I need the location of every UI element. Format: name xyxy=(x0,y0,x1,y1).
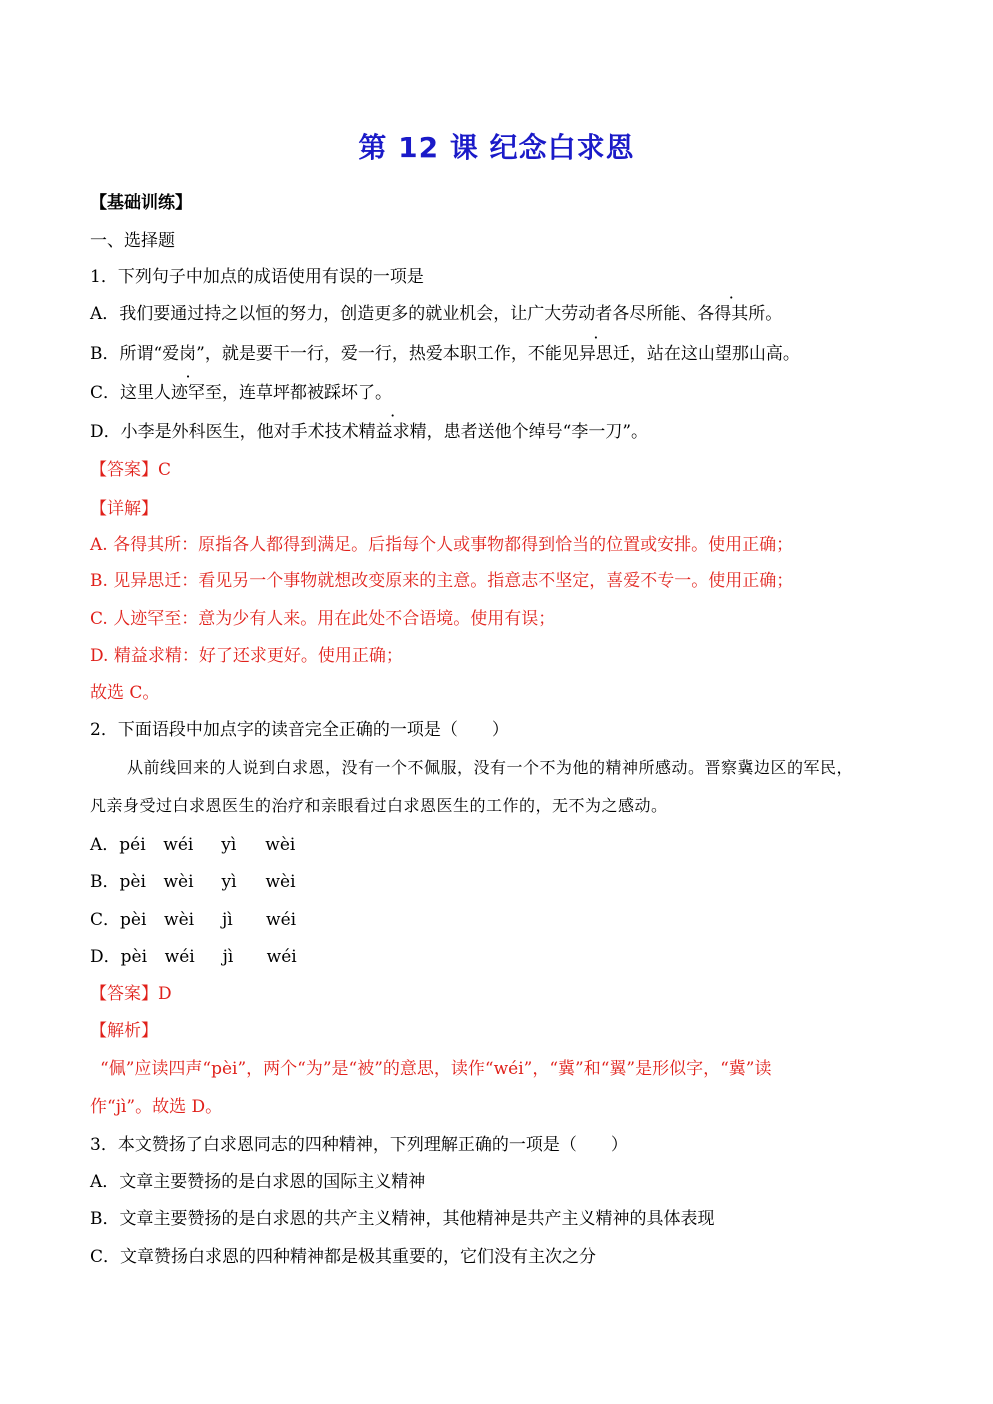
q2-pinyin: wèi xyxy=(265,872,296,892)
q2-pinyin: wéi xyxy=(266,910,297,930)
q3-option-c: C．文章赞扬白求恩的四种精神都是极其重要的，它们没有主次之分 xyxy=(90,1247,597,1267)
q2-pinyin: yì xyxy=(221,835,237,855)
q2-passage-line-1: 从前线回来的人说到白求恩，没有一个不佩服，没有一个不为他的精神所感动。晋察冀边区的军民， xyxy=(127,758,854,777)
q2-pinyin: wéi xyxy=(266,947,297,967)
q2-option-label: A． xyxy=(90,835,120,855)
q1-detail-label: 【详解】 xyxy=(90,499,158,519)
q1-option-d-idiom: 精益求精 xyxy=(358,422,427,442)
q1-option-d-end: ，患者送他个绰号“李一刀”。 xyxy=(426,422,649,442)
q2-pinyin: yì xyxy=(221,872,237,892)
q1-option-b-end: ，站在这山望那山高。 xyxy=(629,344,800,364)
q1-option-a-idiom: 各得其所 xyxy=(697,304,766,324)
q2-pinyin: pèi xyxy=(120,910,147,930)
q2-pinyin: wèi xyxy=(164,910,195,930)
q2-pinyin: wéi xyxy=(164,947,195,967)
q2-answer: 【答案】D xyxy=(90,984,172,1004)
q3-option-a: A．文章主要赞扬的是白求恩的国际主义精神 xyxy=(90,1172,426,1192)
page-title: 第 12 课 纪念白求恩 xyxy=(358,131,635,164)
part-heading: 一、选择题 xyxy=(90,231,175,251)
q1-explanation-a: A. 各得其所：原指各人都得到满足。后指每个人或事物都得到恰当的位置或安排。使用正确； xyxy=(90,535,794,555)
q3-stem: 3．本文赞扬了白求恩同志的四种精神，下列理解正确的一项是（ ） xyxy=(90,1135,628,1155)
q2-option-label: C． xyxy=(90,910,121,930)
q1-explanation-d: D. 精益求精：好了还求更好。使用正确； xyxy=(90,646,403,666)
q1-option-c-idiom: 人迹罕至 xyxy=(154,383,223,403)
q2-pinyin: péi xyxy=(119,835,146,855)
q2-option-b xyxy=(90,870,296,894)
q1-option-a xyxy=(90,302,782,326)
q2-passage-line-2: 凡亲身受过白求恩医生的治疗和亲眼看过白求恩医生的工作的，无不为之感动。 xyxy=(90,796,668,815)
q1-stem: 1．下列句子中加点的成语使用有误的一项是 xyxy=(90,267,424,287)
q2-analysis-label: 【解析】 xyxy=(90,1021,158,1041)
q1-explanation-b: B. 见异思迁：看见另一个事物就想改变原来的主意。指意志不坚定，喜爱不专一。使用正确； xyxy=(90,571,794,591)
q1-option-d-text: D．小李是外科医生，他对手术技术 xyxy=(90,422,359,442)
q2-option-a xyxy=(90,833,295,857)
q2-option-label: B． xyxy=(90,872,120,892)
q1-option-b-idiom: 见异思迁 xyxy=(561,344,630,364)
q2-stem: 2．下面语段中加点字的读音完全正确的一项是（ ） xyxy=(90,720,509,740)
q2-pinyin: jì xyxy=(222,910,233,930)
q1-answer: 【答案】C xyxy=(90,460,172,480)
q2-pinyin: wèi xyxy=(265,835,296,855)
q1-option-c-text: C．这里 xyxy=(90,383,155,403)
q1-option-a-end: 。 xyxy=(765,304,783,324)
q1-option-d xyxy=(90,420,648,444)
section-heading: 【基础训练】 xyxy=(90,193,192,213)
q1-explanation-c: C. 人迹罕至：意为少有人来。用在此处不合语境。使用有误； xyxy=(90,609,556,629)
q2-option-c xyxy=(90,908,296,932)
q2-pinyin: wéi xyxy=(163,835,194,855)
q1-option-c-end: ，连草坪都被踩坏了。 xyxy=(222,383,393,403)
q1-option-b-text: B．所谓“爱岗”，就是要干一行，爱一行，热爱本职工作，不能 xyxy=(90,344,562,364)
q2-pinyin: wèi xyxy=(163,872,194,892)
q2-pinyin: pèi xyxy=(119,872,146,892)
q2-pinyin: pèi xyxy=(120,947,148,967)
q1-option-c xyxy=(90,381,392,405)
q2-option-label: D． xyxy=(90,947,121,967)
q2-analysis-line-2: 作“jì”。故选 D。 xyxy=(90,1097,223,1117)
q2-analysis-line-1: “佩”应读四声“pèi”，两个“为”是“被”的意思，读作“wéi”，“冀”和“翼”是形似字，“冀”读 xyxy=(100,1059,772,1079)
q1-option-a-text: A．我们要通过持之以恒的努力，创造更多的就业机会，让广大劳动者各尽所能、 xyxy=(90,304,698,324)
q1-option-b xyxy=(90,342,800,366)
q3-option-b: B．文章主要赞扬的是白求恩的共产主义精神，其他精神是共产主义精神的具体表现 xyxy=(90,1209,715,1229)
q2-pinyin: jì xyxy=(222,947,234,967)
q1-conclusion: 故选 C。 xyxy=(90,683,160,703)
q2-option-d xyxy=(90,945,297,969)
